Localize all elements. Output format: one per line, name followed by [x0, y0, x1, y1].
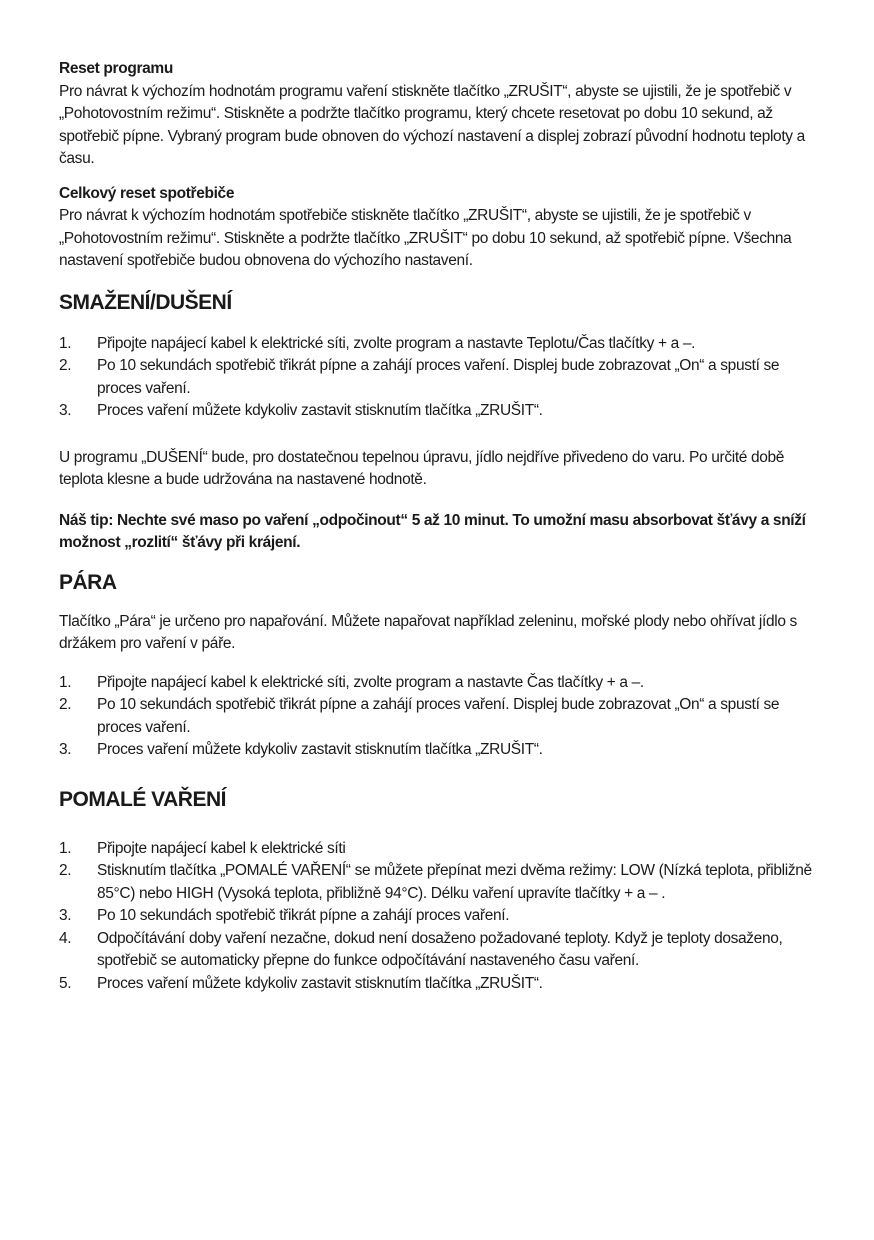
- reset-appliance-text: Pro návrat k výchozím hodnotám spotřebiče stiskněte tlačítko „ZRUŠIT“, abyste se ujistili, že je spotřebič v „Pohotovostním režimu“. Stiskněte a podržte tlačítko „ZRUŠIT“ po dobu 10 sekund, až spotřebič pípne. Všechna nastavení spotřebiče budou obnovena do výchozího nastavení.: [59, 207, 792, 269]
- list-number: 2.: [59, 862, 72, 879]
- reset-appliance-title: Celkový reset spotřebiče: [59, 184, 235, 202]
- list-item: [59, 860, 819, 905]
- list-number: 1.: [59, 673, 72, 691]
- list-text: Proces vaření můžete kdykoliv zastavit stisknutím tlačítka „ZRUŠIT“.: [97, 741, 543, 758]
- list-text: Připojte napájecí kabel k elektrické síti: [97, 839, 346, 857]
- list-number: 4.: [59, 929, 72, 947]
- list-item: [59, 355, 819, 400]
- list-item: [59, 333, 819, 356]
- pomale-steps: [59, 838, 819, 996]
- list-number: 1.: [59, 334, 72, 352]
- list-text: Připojte napájecí kabel k elektrické síti, zvolte program a nastavte Teplotu/Čas tlačítky + a –.: [97, 334, 696, 352]
- tip-text: Náš tip: Nechte své maso po vaření „odpočinout“ 5 až 10 minut. To umožní masu absorbovat šťávy a sníží možnost „rozlití“ šťávy při krájení.: [59, 511, 806, 551]
- list-number: 5.: [59, 974, 72, 992]
- list-number: 3.: [59, 907, 72, 924]
- list-text: Stisknutím tlačítka „POMALÉ VAŘENÍ“ se můžete přepínat mezi dvěma režimy: LOW (Nízká teplota, přibližně 85°C) nebo HIGH (Vysoká teplota, přibližně 94°C). Délku vaření upravíte tlačítky + a – .: [97, 862, 812, 902]
- list-text: Po 10 sekundách spotřebič třikrát pípne a zahájí proces vaření. Displej bude zobrazovat „On“ a spustí se proces vaření.: [97, 357, 780, 397]
- pomale-heading: POMALÉ VAŘENÍ: [59, 787, 226, 811]
- smazeni-heading: SMAŽENÍ/DUŠENÍ: [59, 290, 232, 314]
- dušení-note: U programu „DUŠENÍ“ bude, pro dostatečnou tepelnou úpravu, jídlo nejdříve přivedeno do varu. Po určité době teplota klesne a bude udržována na nastavené hodnotě.: [59, 448, 785, 488]
- para-steps: [59, 672, 819, 762]
- list-text: Po 10 sekundách spotřebič třikrát pípne a zahájí proces vaření. Displej bude zobrazovat „On“ a spustí se proces vaření.: [97, 696, 780, 736]
- list-number: 3.: [59, 741, 72, 758]
- list-item: [59, 973, 819, 996]
- list-number: 3.: [59, 402, 72, 419]
- list-number: 1.: [59, 839, 72, 857]
- list-item: [59, 838, 819, 861]
- reset-program-title: Reset programu: [59, 60, 173, 77]
- list-item: [59, 694, 819, 739]
- list-item: [59, 739, 819, 762]
- smazeni-steps: [59, 333, 819, 423]
- list-text: Po 10 sekundách spotřebič třikrát pípne a zahájí proces vaření.: [97, 907, 510, 924]
- list-item: [59, 905, 819, 928]
- list-item: [59, 672, 819, 695]
- para-intro: Tlačítko „Pára“ je určeno pro napařování. Můžete napařovat například zeleninu, mořské plody nebo ohřívat jídlo s držákem pro vaření v páře.: [59, 612, 797, 652]
- list-item: [59, 928, 819, 973]
- list-text: Proces vaření můžete kdykoliv zastavit stisknutím tlačítka „ZRUŠIT“.: [97, 974, 543, 992]
- document-page: [59, 58, 819, 995]
- reset-program-text: Pro návrat k výchozím hodnotám programu vaření stiskněte tlačítko „ZRUŠIT“, abyste se ujistili, že je spotřebič v „Pohotovostním režimu“. Stiskněte a podržte tlačítko programu, který chcete resetovat po dobu 10 sekund, až spotřebič pípne. Vybraný program bude obnoven do výchozí nastavení a displej zobrazí původní hodnotu teploty a času.: [59, 82, 805, 167]
- list-text: Připojte napájecí kabel k elektrické síti, zvolte program a nastavte Čas tlačítky + a –.: [97, 673, 644, 691]
- list-text: Proces vaření můžete kdykoliv zastavit stisknutím tlačítka „ZRUŠIT“.: [97, 402, 543, 419]
- list-number: 2.: [59, 696, 72, 713]
- list-number: 2.: [59, 357, 72, 374]
- para-heading: PÁRA: [59, 570, 117, 594]
- list-item: [59, 400, 819, 423]
- list-text: Odpočítávání doby vaření nezačne, dokud není dosaženo požadované teploty. Když je teploty dosaženo, spotřebič se automaticky přepne do funkce odpočítávání nastaveného času vaření.: [97, 929, 783, 969]
